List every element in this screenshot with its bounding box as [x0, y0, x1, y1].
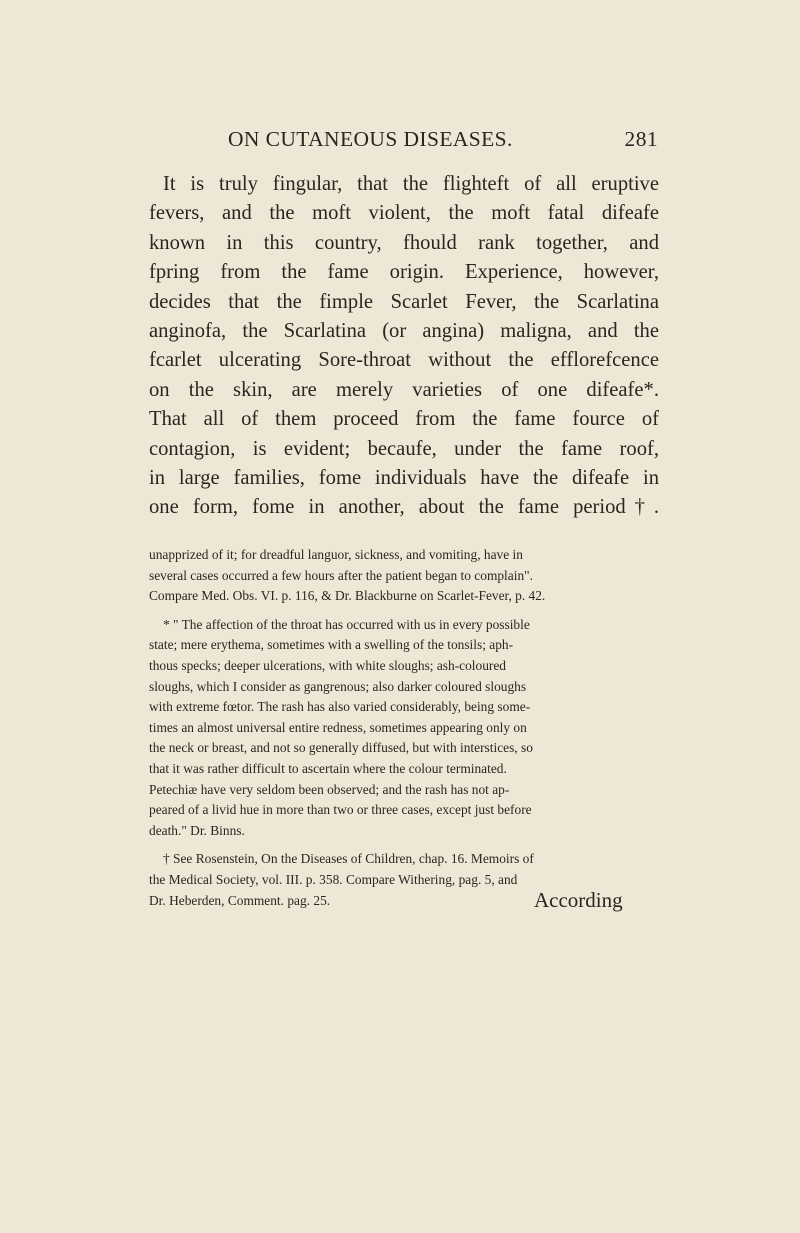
- footnote-line: the neck or breast, and not so generally diffused, but with interstices, so: [149, 740, 533, 756]
- body-line: That all of them proceed from the fame fource of: [149, 408, 659, 431]
- footnote-line: Compare Med. Obs. VI. p. 116, & Dr. Blackburne on Scarlet-Fever, p. 42.: [149, 588, 546, 604]
- footnote-star: [149, 615, 659, 842]
- footnote-line: that it was rather difficult to ascertain where the colour terminated.: [149, 760, 507, 776]
- footnote-line: unapprized of it; for dreadful languor, sickness, and vomiting, have in: [149, 547, 523, 562]
- footnote-line: * " The affection of the throat has occurred with us in every possible: [163, 616, 530, 632]
- footnote-line: death." Dr. Binns.: [149, 822, 245, 838]
- footnotes: [149, 545, 659, 911]
- body-line: known in this country, fhould rank together, and: [149, 231, 659, 254]
- footnote-continuation: [149, 545, 659, 607]
- catchword: According: [534, 888, 623, 912]
- running-header: [228, 127, 658, 152]
- footnote-line: several cases occurred a few hours after the patient began to complain".: [149, 567, 533, 583]
- body-line: anginofa, the Scarlatina (or angina) maligna, and the: [149, 320, 659, 343]
- body-line: fcarlet ulcerating Sore-throat without the efflorefcence: [149, 349, 659, 372]
- body-line: fevers, and the moft violent, the moft fatal difeafe: [149, 202, 659, 225]
- footnote-line: the Medical Society, vol. III. p. 358. Compare Withering, pag. 5, and: [149, 871, 518, 887]
- footnote-line: thous specks; deeper ulcerations, with white sloughs; ash-coloured: [149, 657, 507, 673]
- footnote-line: with extreme fœtor. The rash has also varied considerably, being some-: [149, 699, 531, 715]
- body-line: contagion, is evident; becaufe, under the fame roof,: [149, 437, 659, 460]
- body-line: fpring from the fame origin. Experience, however,: [149, 261, 659, 284]
- footnote-line: state; mere erythema, sometimes with a swelling of the tonsils; aph-: [149, 637, 514, 653]
- main-text: [149, 170, 659, 523]
- footnote-line: † See Rosenstein, On the Diseases of Children, chap. 16. Memoirs of: [163, 851, 534, 867]
- footnote-line: Dr. Heberden, Comment. pag. 25.: [149, 892, 331, 908]
- body-line: decides that the fimple Scarlet Fever, the Scarlatina: [149, 290, 659, 313]
- footnote-line: sloughs, which I consider as gangrenous; also darker coloured sloughs: [149, 678, 527, 694]
- body-line: one form, fome in another, about the fame period†.: [149, 496, 659, 519]
- running-title: ON CUTANEOUS DISEASES.: [228, 127, 513, 151]
- footnote-line: peared of a livid hue in more than two or three cases, except just before: [149, 802, 532, 818]
- page-number: 281: [624, 127, 658, 151]
- body-line: It is truly fingular, that the flighteft of all eruptive: [163, 173, 659, 195]
- body-line: in large families, fome individuals have the difeafe in: [149, 467, 659, 490]
- footnote-line: times an almost universal entire redness, sometimes appearing only on: [149, 719, 527, 735]
- footnote-line: Petechiæ have very seldom been observed; and the rash has not ap-: [149, 781, 510, 797]
- body-line: on the skin, are merely varieties of one difeafe*.: [149, 378, 659, 401]
